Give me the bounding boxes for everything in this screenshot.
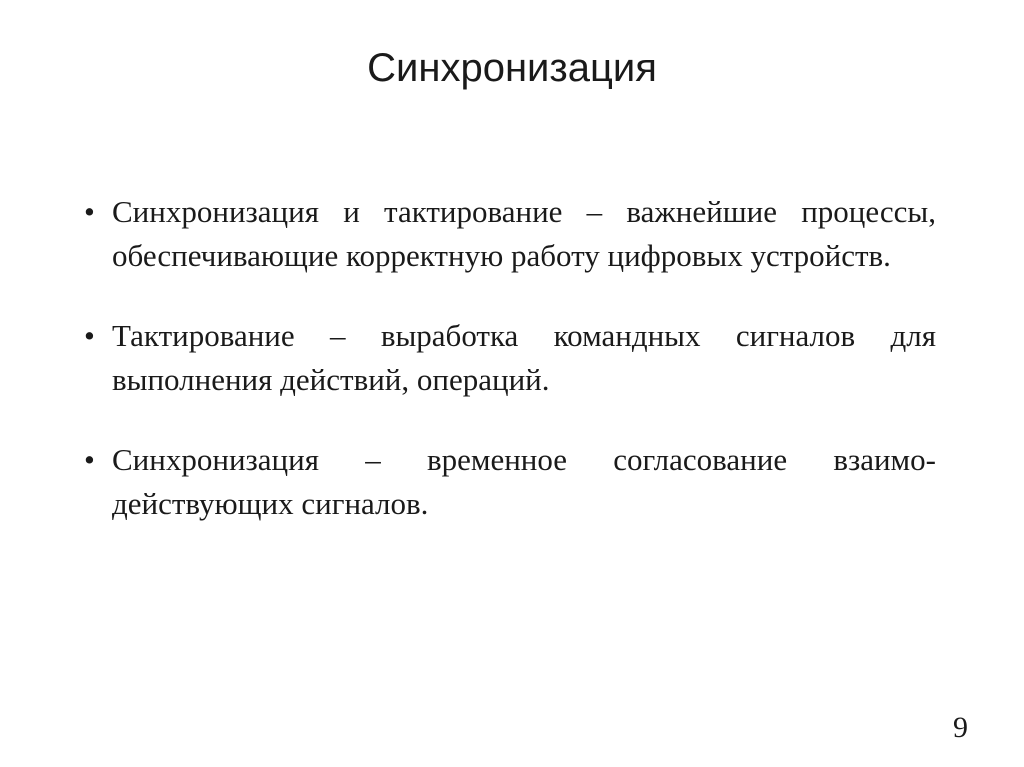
bullet-item [84,438,936,526]
bullet-list [84,190,936,562]
bullet-text: Синхронизация и тактирование – важнейшие процессы, обеспечивающие корректную работу цифровых устройств. [112,194,936,273]
bullet-marker: • [84,318,95,353]
slide-title: Синхронизация [367,46,657,90]
bullet-text: Синхронизация – временное согласование взаимо-действующих сигналов. [112,442,936,521]
bullet-text: Тактирование – выработка командных сигналов для выполнения действий, операций. [112,318,936,397]
bullet-item [84,190,936,278]
bullet-marker: • [84,442,95,477]
bullet-marker: • [84,194,95,229]
page-number: 9 [953,711,968,744]
bullet-item [84,314,936,402]
